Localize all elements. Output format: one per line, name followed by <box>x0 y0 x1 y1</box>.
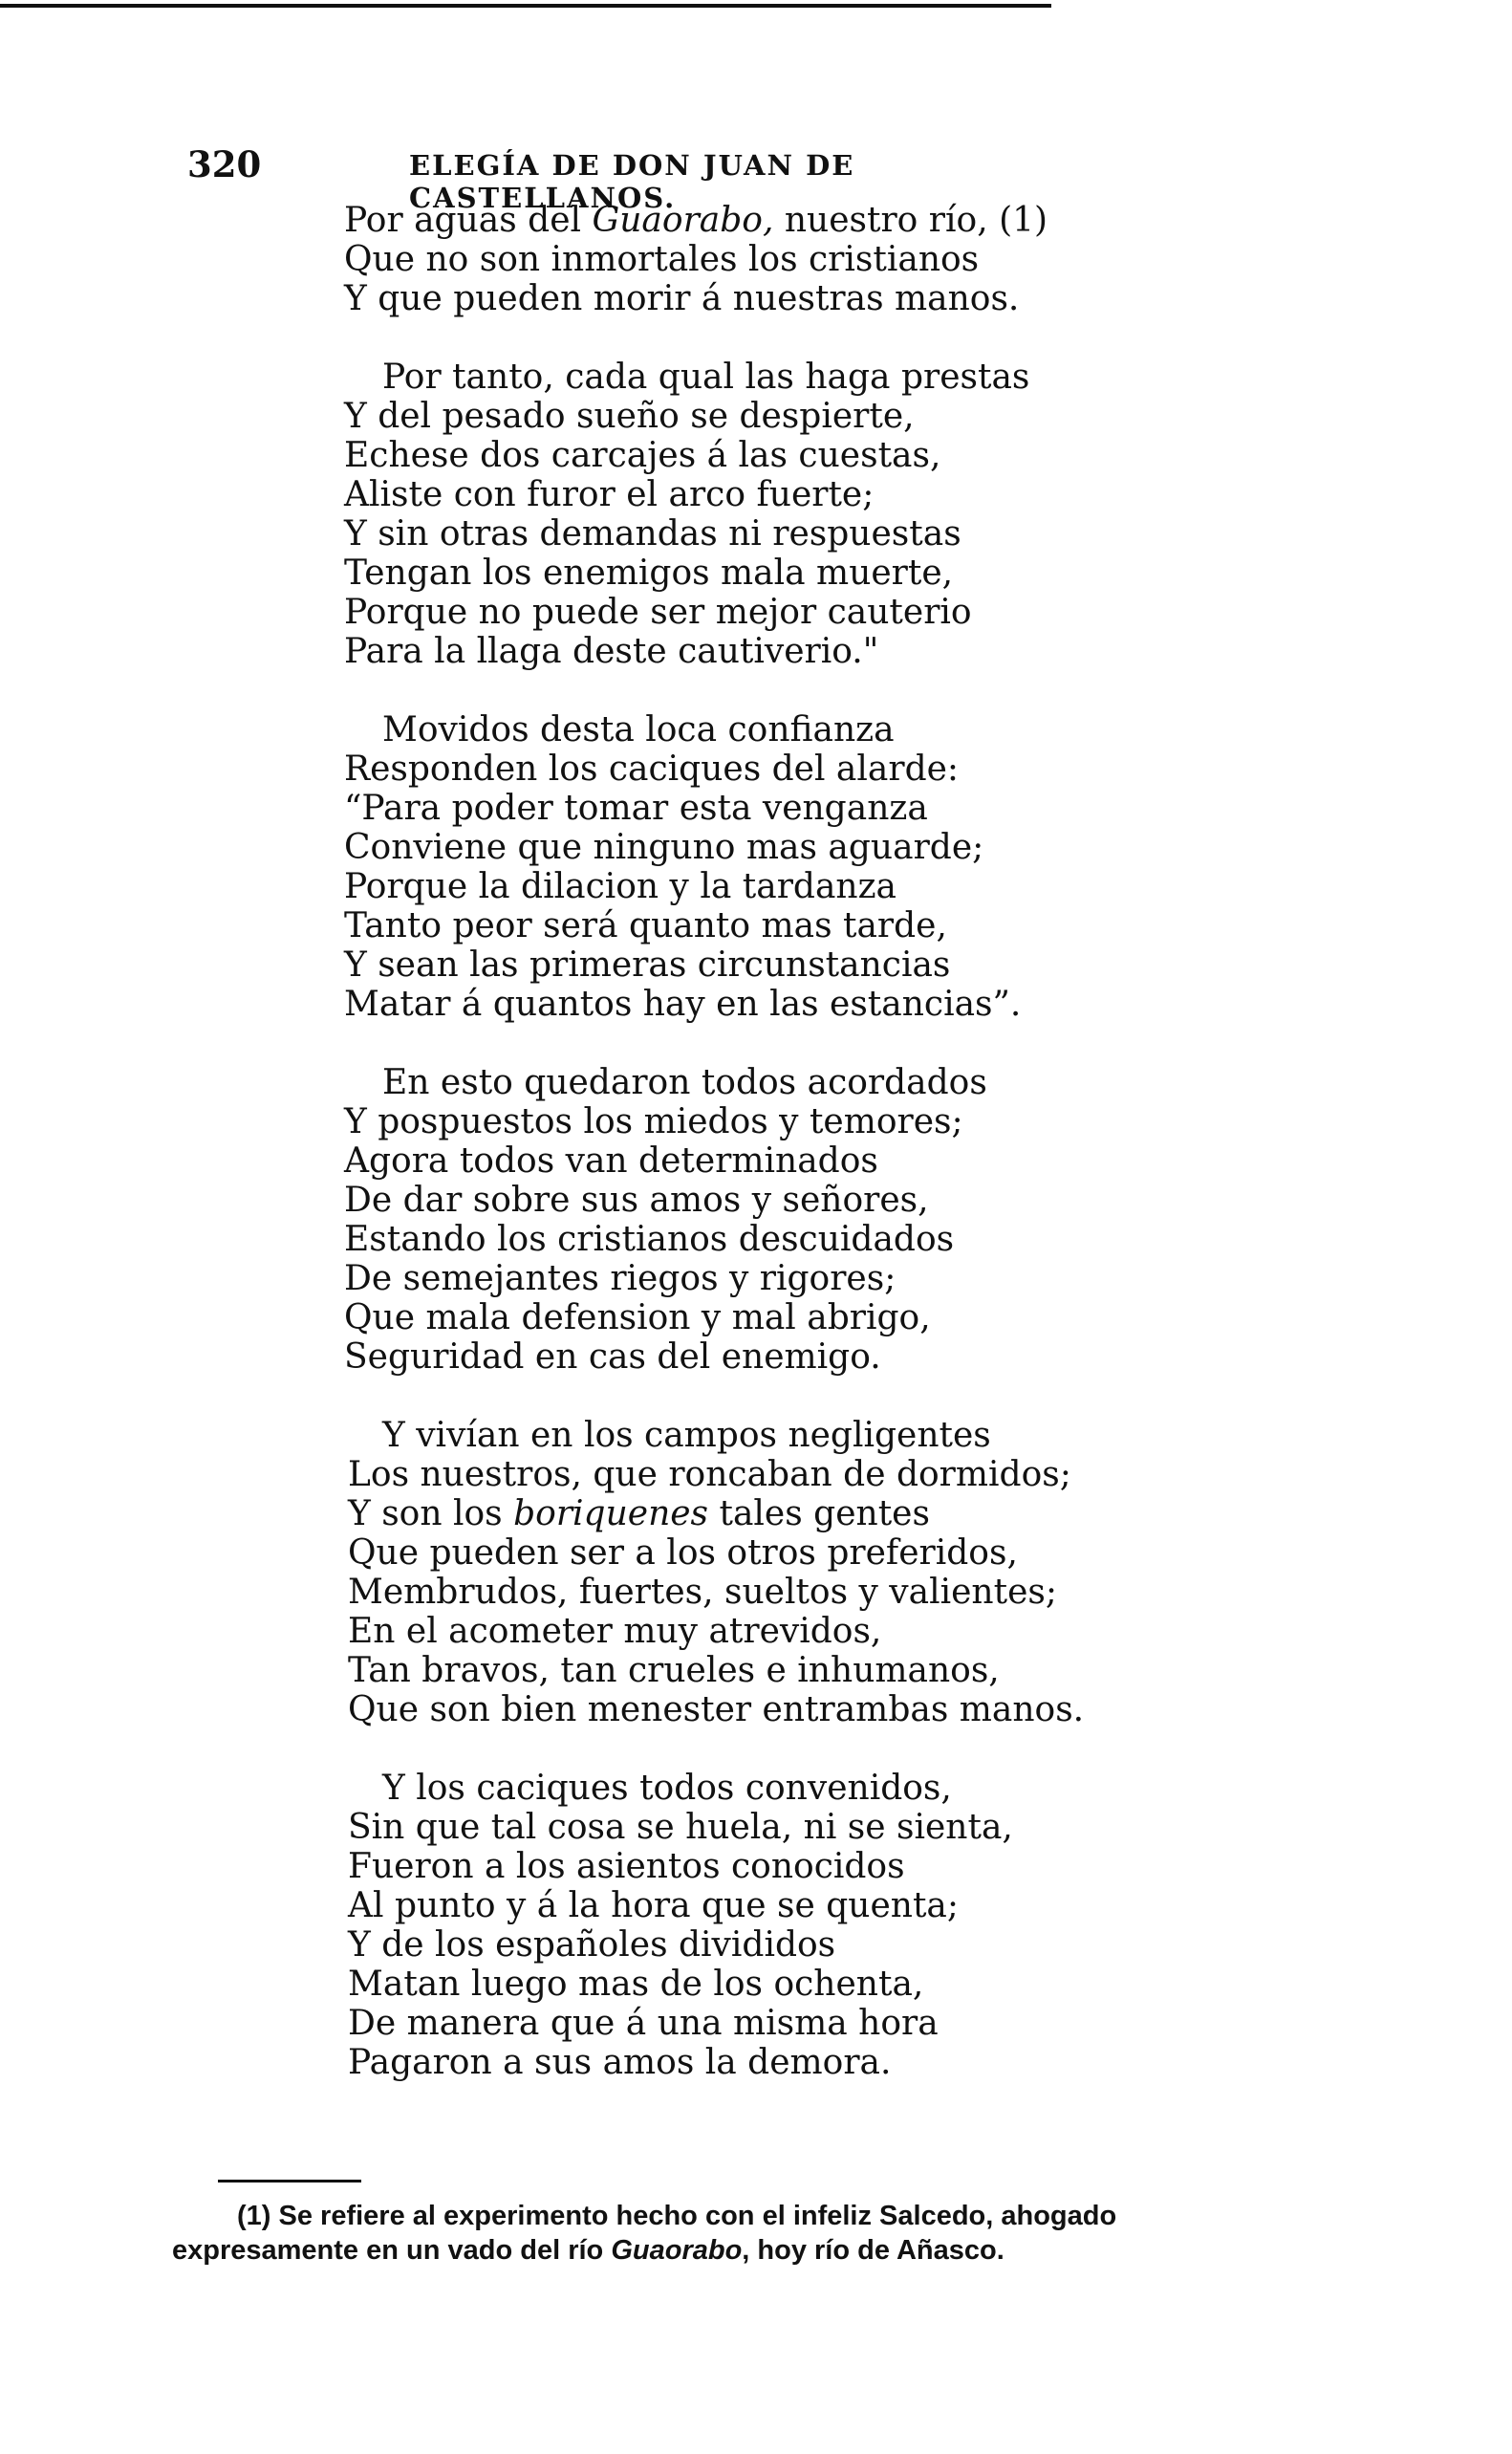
verse-line: Para la llaga deste cautiverio." <box>344 632 879 671</box>
verse-line: “Para poder tomar esta venganza <box>344 789 928 828</box>
verse-line: Tan bravos, tan crueles e inhumanos, <box>348 1651 1000 1690</box>
verse-text: Por aguas del <box>344 201 593 240</box>
page-header <box>187 143 1105 214</box>
footnote <box>172 2199 1348 2268</box>
footnote-italic: Guaorabo <box>611 2235 743 2266</box>
stanza-5 <box>344 1416 1300 1729</box>
verse-line: Y que pueden morir á nuestras manos. <box>344 279 1020 318</box>
poem-body <box>344 201 1300 2121</box>
footnote-line: (1) Se refiere al experimento hecho con el infeliz Salcedo, ahogado <box>237 2201 1117 2231</box>
verse-line: De semejantes riegos y rigores; <box>344 1259 896 1298</box>
verse-line: Y sin otras demandas ni respuestas <box>344 514 961 554</box>
stanza-3 <box>344 710 1300 1024</box>
verse-line: Y vivían en los campos negligentes <box>382 1416 991 1455</box>
verse-line: Y sean las primeras circunstancias <box>344 945 951 985</box>
footnote-line <box>172 2233 1348 2268</box>
verse-line: Estando los cristianos descuidados <box>344 1220 955 1259</box>
stanza-2 <box>344 358 1300 671</box>
verse-line: Matan luego mas de los ochenta, <box>348 1965 924 2004</box>
top-border-rule <box>0 4 1051 8</box>
verse-line: En el acometer muy atrevidos, <box>348 1612 882 1651</box>
verse-text: tales gentes <box>708 1494 930 1533</box>
verse-line: Porque la dilacion y la tardanza <box>344 867 897 906</box>
verse-line: Responden los caciques del alarde: <box>344 749 960 789</box>
verse-line: Seguridad en cas del enemigo. <box>344 1337 881 1377</box>
verse-line: Conviene que ninguno mas aguarde; <box>344 828 984 867</box>
verse-line: Membrudos, fuertes, sueltos y valientes; <box>348 1573 1057 1612</box>
verse-line: Por tanto, cada qual las haga prestas <box>382 358 1030 397</box>
verse-line: Y de los españoles divididos <box>348 1925 836 1965</box>
verse-line: Tanto peor será quanto mas tarde, <box>344 906 947 945</box>
verse-line: Echese dos carcajes á las cuestas, <box>344 436 941 475</box>
verse-line: En esto quedaron todos acordados <box>382 1063 987 1102</box>
verse-line <box>344 201 1300 240</box>
verse-line: Que son bien menester entrambas manos. <box>348 1690 1085 1729</box>
verse-line: Tengan los enemigos mala muerte, <box>344 554 954 593</box>
verse-line: Al punto y á la hora que se quenta; <box>348 1886 960 1925</box>
verse-line: Que mala defension y mal abrigo, <box>344 1298 931 1337</box>
footnote-text: expresamente en un vado del río <box>172 2235 612 2266</box>
verse-line: Y pospuestos los miedos y temores; <box>344 1102 963 1141</box>
verse-line: Que no son inmortales los cristianos <box>344 240 980 279</box>
footnote-rule <box>218 2180 361 2183</box>
stanza-6 <box>344 1769 1300 2082</box>
verse-line: Fueron a los asientos conocidos <box>348 1847 905 1886</box>
verse-line: De dar sobre sus amos y señores, <box>344 1181 929 1220</box>
running-title: ELEGÍA DE DON JUAN DE CASTELLANOS. <box>409 149 855 214</box>
verse-line <box>344 1494 1300 1533</box>
stanza-4 <box>344 1063 1300 1377</box>
verse-line: De manera que á una misma hora <box>348 2004 939 2043</box>
verse-text: Y son los <box>348 1494 514 1533</box>
verse-line: Movidos desta loca confianza <box>382 710 895 749</box>
verse-line: Porque no puede ser mejor cauterio <box>344 593 972 632</box>
verse-line: Que pueden ser a los otros preferidos, <box>348 1533 1018 1573</box>
verse-line: Los nuestros, que roncaban de dormidos; <box>348 1455 1071 1494</box>
verse-line: Pagaron a sus amos la demora. <box>348 2043 892 2082</box>
verse-italic: boriquenes <box>513 1494 709 1533</box>
verse-line: Y los caciques todos convenidos, <box>382 1769 952 1808</box>
verse-text: nuestro río, (1) <box>773 201 1048 240</box>
page-number: 320 <box>187 143 262 185</box>
verse-line: Y del pesado sueño se despierte, <box>344 397 915 436</box>
verse-line: Matar á quantos hay en las estancias”. <box>344 985 1022 1024</box>
verse-line: Sin que tal cosa se huela, ni se sienta, <box>348 1808 1013 1847</box>
verse-line: Aliste con furor el arco fuerte; <box>344 475 875 514</box>
footnote-text: , hoy río de Añasco. <box>742 2235 1004 2266</box>
verse-line: Agora todos van determinados <box>344 1141 878 1181</box>
stanza-1 <box>344 201 1300 318</box>
verse-italic: Guaorabo, <box>592 201 774 240</box>
